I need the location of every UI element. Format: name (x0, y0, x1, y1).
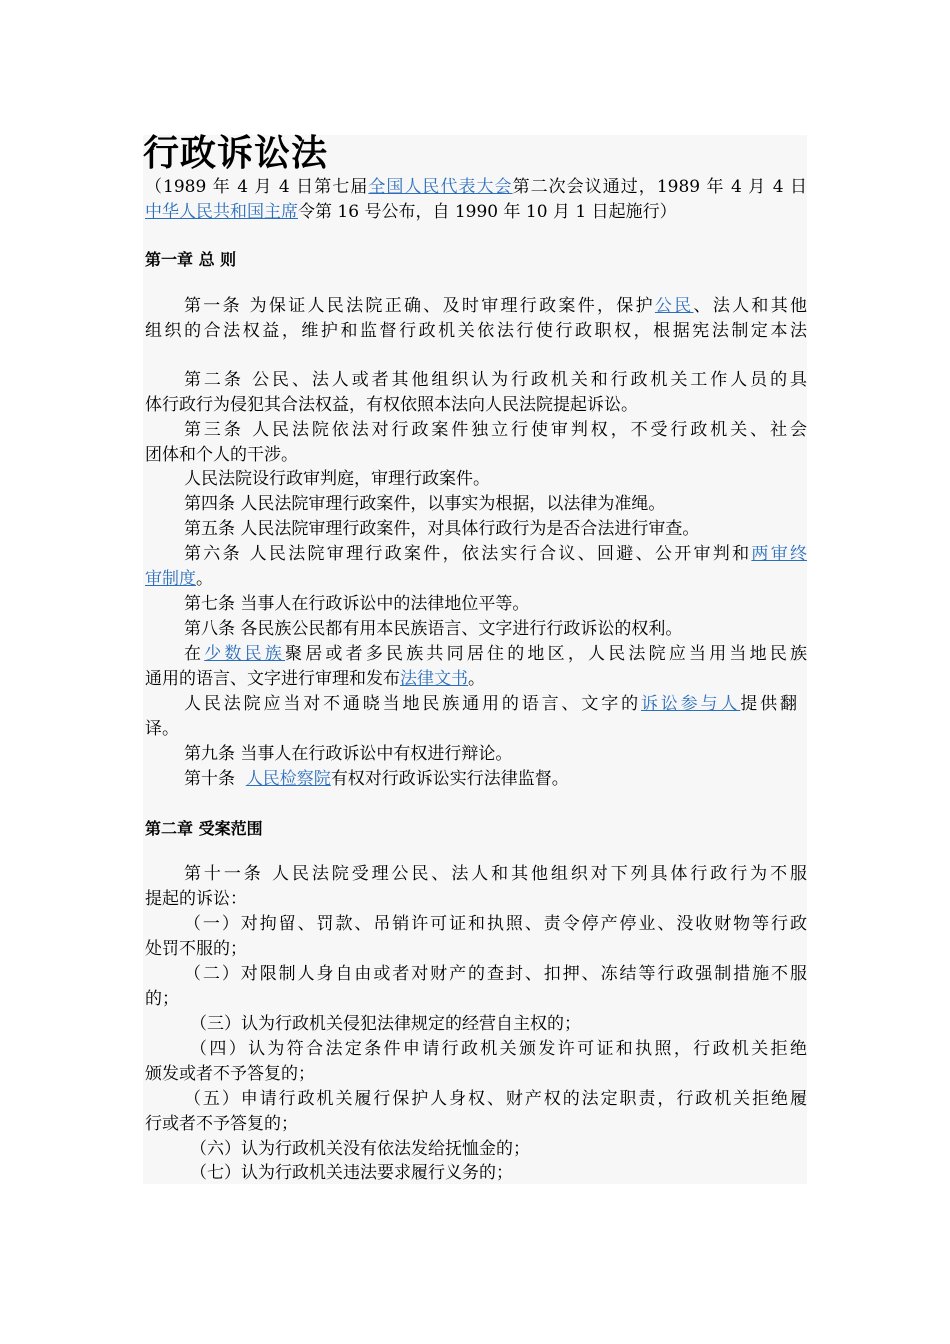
article-1-line-2 (145, 319, 807, 343)
article-text: 。 (468, 669, 485, 689)
article-text: 。 (196, 569, 213, 589)
article-11-item-4-line-2: 颁发或者不予答复的； (145, 1064, 315, 1084)
article-11-line-1 (184, 862, 807, 886)
preface-text: 第二次会议通过，1989 年 4 月 4 日 (512, 177, 807, 197)
article-8-line-1: 第八条 各民族公民都有用本民族语言、文字进行行政诉讼的权利。 (184, 619, 683, 639)
preface-line-2 (145, 200, 677, 224)
article-2-line-1 (184, 368, 807, 392)
article-11-item-7: （七）认为行政机关违法要求履行义务的； (190, 1163, 513, 1183)
link-legal-documents[interactable]: 法律文书 (400, 669, 468, 689)
article-text: 第三条 人民法院依法对行政案件独立行使审判权，不受行政机关、社会 (184, 420, 807, 440)
article-8-line-3 (145, 667, 485, 691)
link-npc[interactable]: 全国人民代表大会 (368, 177, 513, 197)
link-two-instance-system-cont[interactable]: 审制度 (145, 569, 196, 589)
article-2-line-2: 体行政行为侵犯其合法权益，有权依照本法向人民法院提起诉讼。 (145, 395, 638, 415)
article-8-line-5: 译。 (145, 719, 179, 739)
article-11-line-2: 提起的诉讼： (145, 889, 247, 909)
article-11-item-6: （六）认为行政机关没有依法发给抚恤金的； (190, 1139, 530, 1159)
article-text: 提供翻 (740, 694, 798, 714)
article-text: 人民法院应当对不通晓当地民族通用的语言、文字的 (184, 694, 641, 714)
link-citizen[interactable]: 公民 (654, 296, 694, 316)
list-item-text: （四）认为符合法定条件申请行政机关颁发许可证和执照，行政机关拒绝 (190, 1039, 807, 1059)
article-text: 在 (184, 644, 205, 664)
article-11-item-5-line-1 (184, 1087, 807, 1111)
article-8-line-2 (184, 642, 807, 666)
article-10 (184, 767, 569, 791)
document-title: 行政诉讼法 (143, 133, 329, 174)
article-7: 第七条 当事人在行政诉讼中的法律地位平等。 (184, 594, 530, 614)
list-item-text: （二）对限制人身自由或者对财产的查封、扣押、冻结等行政强制措施不服 (184, 964, 807, 984)
article-text: 第一条 为保证人民法院正确、及时审理行政案件，保护 (184, 296, 655, 316)
article-text: 通用的语言、文字进行审理和发布 (145, 669, 400, 689)
article-11-item-2-line-2: 的； (145, 989, 179, 1009)
chapter-heading-1: 第一章 总 则 (145, 250, 237, 269)
article-11-item-1-line-2: 处罚不服的； (145, 939, 247, 959)
article-11-item-5-line-2: 行或者不予答复的； (145, 1114, 298, 1134)
article-6-line-2 (145, 567, 213, 591)
article-text: 、法人和其他 (693, 296, 808, 316)
article-text: 有权对行政诉讼实行法律监督。 (330, 769, 569, 789)
article-9: 第九条 当事人在行政诉讼中有权进行辩论。 (184, 744, 513, 764)
article-3-line-2: 团体和个人的干涉。 (145, 445, 298, 465)
article-text: 组织的合法权益，维护和监督行政机关依法行使行政职权，根据宪法制定本法 (145, 321, 807, 341)
article-8-line-4 (184, 692, 797, 716)
link-president[interactable]: 中华人民共和国主席 (145, 202, 298, 222)
link-ethnic-minority[interactable]: 少数民族 (204, 644, 286, 664)
article-4: 第四条 人民法院审理行政案件，以事实为根据，以法律为准绳。 (184, 494, 666, 514)
article-11-item-2-line-1 (184, 962, 807, 986)
article-3-line-1 (184, 418, 807, 442)
preface-text: （1989 年 4 月 4 日第七届 (145, 177, 369, 197)
article-11-item-1-line-1 (184, 912, 807, 936)
link-two-instance-system[interactable]: 两审终 (751, 544, 808, 564)
article-11-item-4-line-1 (190, 1037, 807, 1061)
chapter-heading-2: 第二章 受案范围 (145, 819, 263, 838)
link-procuratorate[interactable]: 人民检察院 (245, 769, 331, 789)
article-text: 第二条 公民、法人或者其他组织认为行政机关和行政机关工作人员的具 (184, 370, 807, 390)
list-item-text: （一）对拘留、罚款、吊销许可证和执照、责令停产停业、没收财物等行政 (184, 914, 807, 934)
article-text: 第十一条 人民法院受理公民、法人和其他组织对下列具体行政行为不服 (184, 864, 807, 884)
article-text: 聚居或者多民族共同居住的地区，人民法院应当用当地民族 (285, 644, 808, 664)
preface-text: 令第 16 号公布，自 1990 年 10 月 1 日起施行） (298, 202, 677, 222)
article-6-line-1 (184, 542, 807, 566)
article-text: 第十条 (184, 769, 246, 789)
article-text: 第六条 人民法院审理行政案件，依法实行合议、回避、公开审判和 (184, 544, 752, 564)
article-5: 第五条 人民法院审理行政案件，对具体行政行为是否合法进行审查。 (184, 519, 700, 539)
preface-line-1 (145, 175, 807, 199)
article-1-line-1 (184, 294, 807, 318)
link-litigation-participant[interactable]: 诉讼参与人 (640, 694, 741, 714)
list-item-text: （五）申请行政机关履行保护人身权、财产权的法定职责，行政机关拒绝履 (184, 1089, 807, 1109)
article-3-line-3: 人民法院设行政审判庭，审理行政案件。 (184, 469, 490, 489)
article-11-item-3: （三）认为行政机关侵犯法律规定的经营自主权的； (190, 1014, 581, 1034)
